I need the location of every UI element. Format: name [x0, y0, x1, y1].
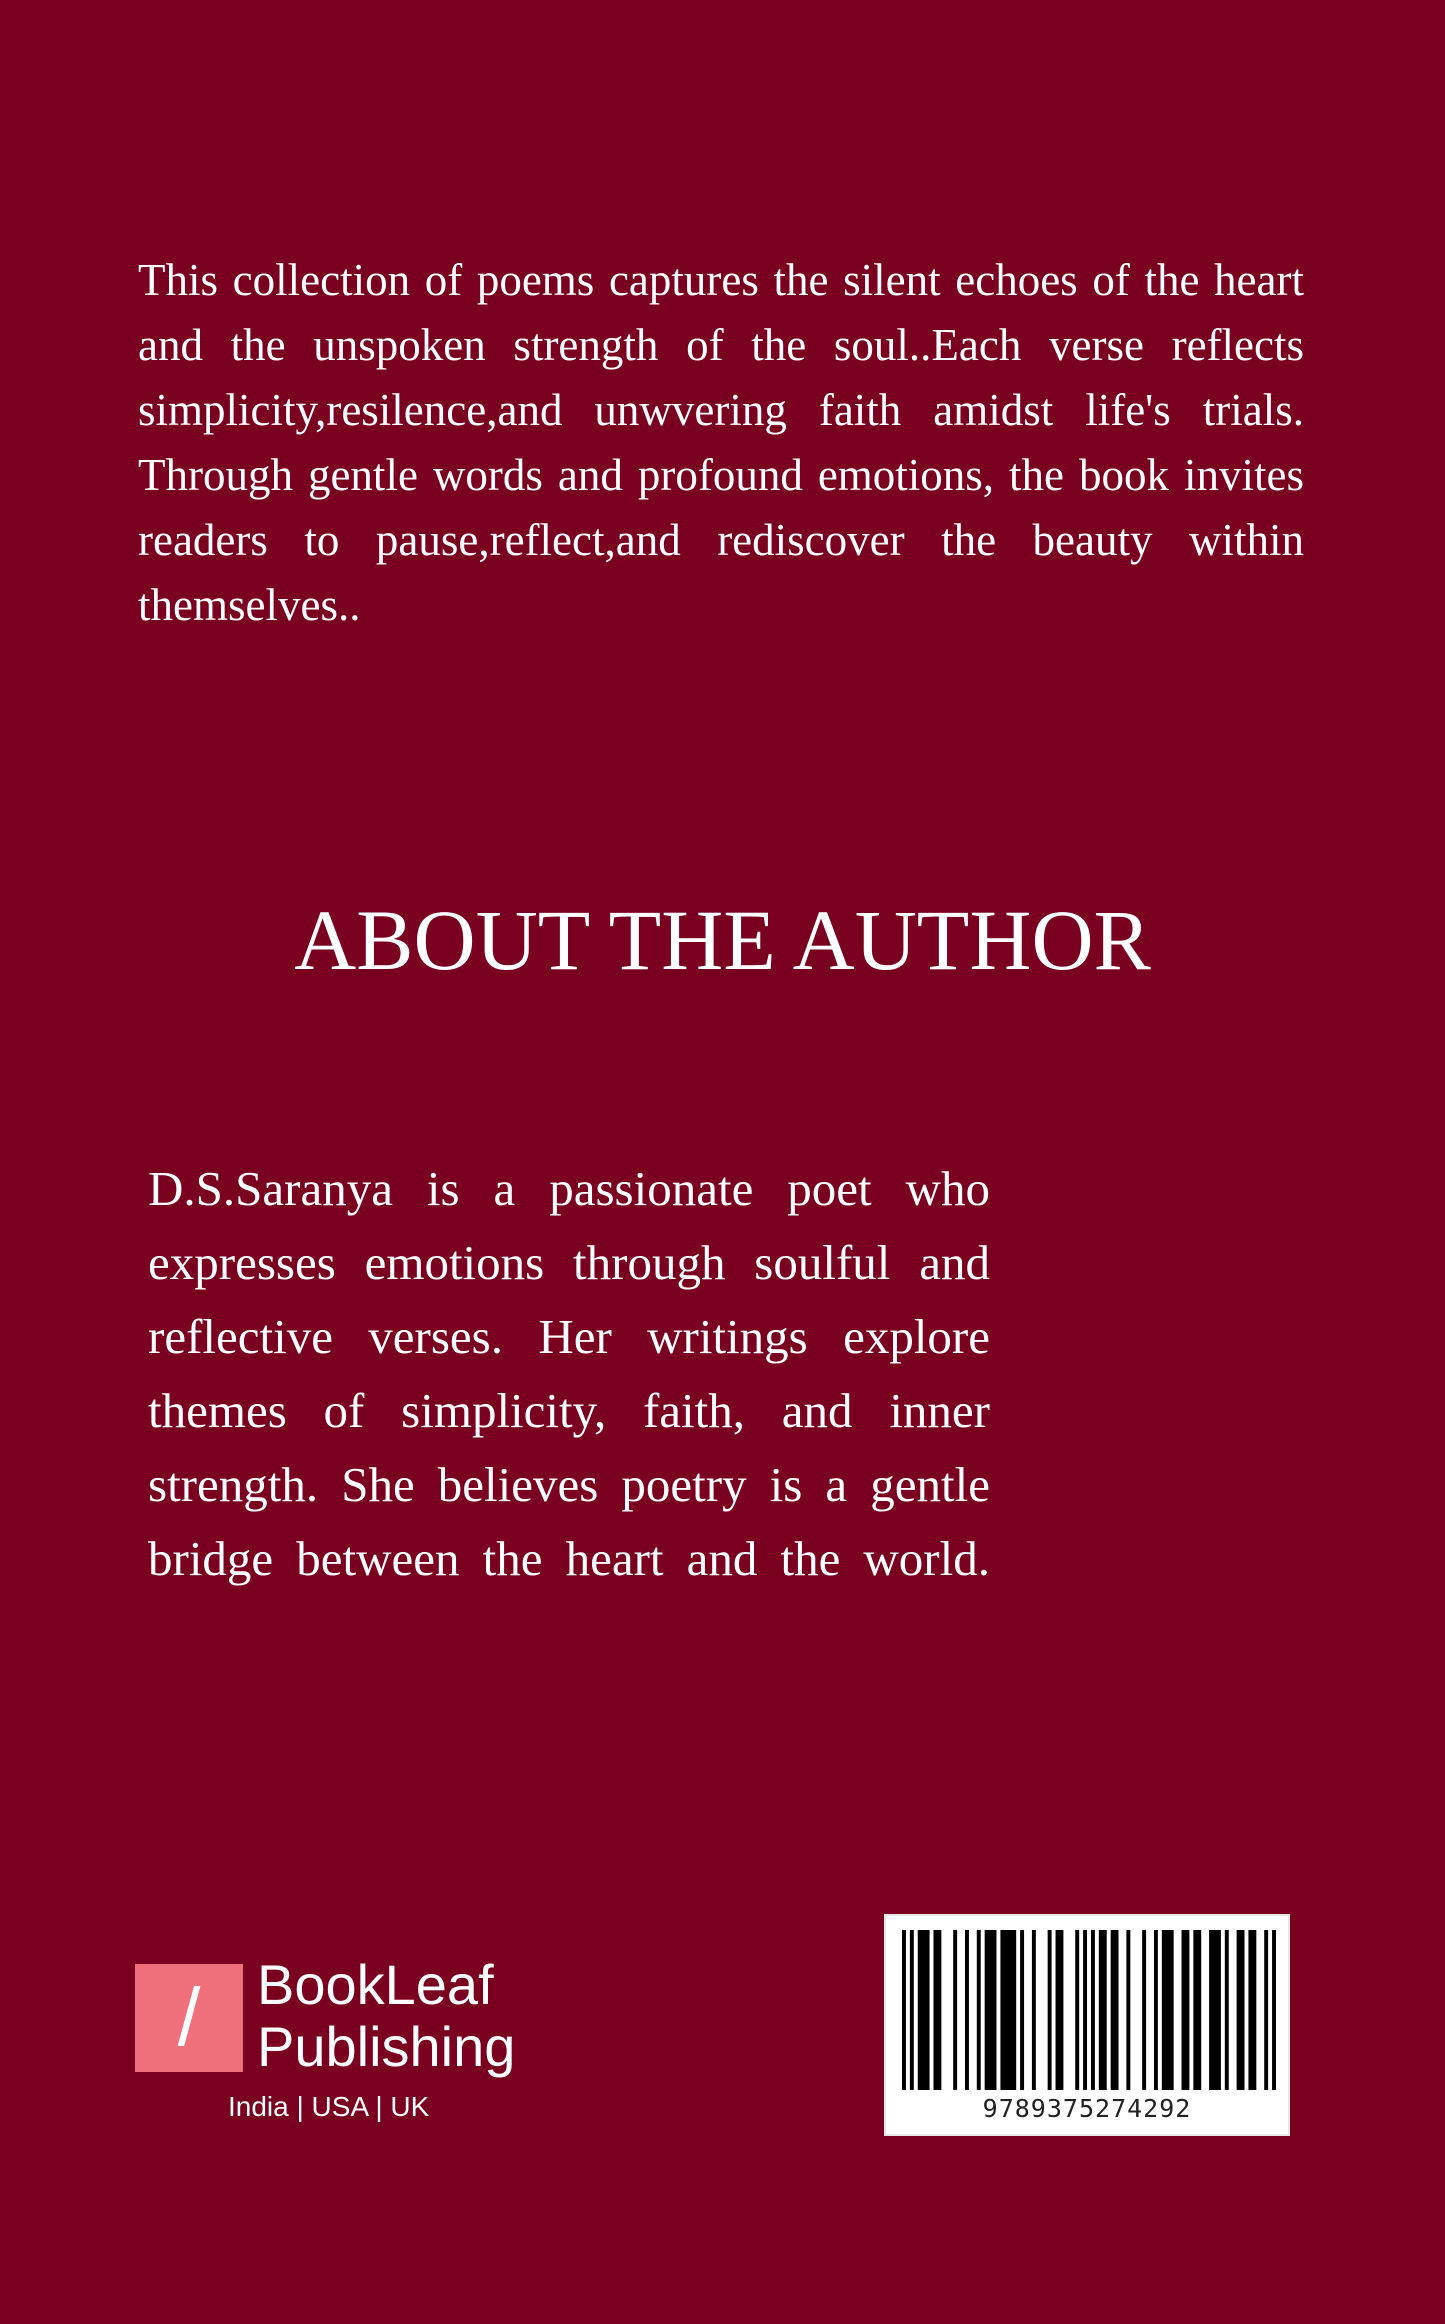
barcode-bar — [1056, 1930, 1064, 2090]
publisher-name-line2: Publishing — [257, 2015, 516, 2078]
isbn-number: 9789375274292 — [982, 2094, 1192, 2123]
logo-slash-glyph: / — [177, 1972, 201, 2063]
barcode-bar — [902, 1930, 906, 2090]
isbn-barcode — [884, 1914, 1290, 2136]
barcode-bar — [1264, 1930, 1268, 2090]
about-author-heading: ABOUT THE AUTHOR — [294, 892, 1151, 988]
barcode-bar — [1162, 1930, 1174, 2090]
barcode-bar — [910, 1930, 914, 2090]
barcode-bar — [1111, 1930, 1119, 2090]
publisher-name-line1: BookLeaf — [257, 1953, 494, 2016]
barcode-bar — [1091, 1930, 1095, 2090]
barcode-bar — [1126, 1930, 1130, 2090]
barcode-bar — [1154, 1930, 1158, 2090]
slash-logo-icon — [135, 1964, 243, 2072]
barcode-bar — [918, 1930, 930, 2090]
barcode-bar — [1209, 1930, 1221, 2090]
barcode-bar — [1099, 1930, 1107, 2090]
author-bio: D.S.Saranya is a passionate poet who expresses emotions through soulful and reflective verses. Her writings explore themes of simplicity, faith, and inner strength. She believes poetry is a gentle bridge between the heart and the world. — [148, 1161, 990, 1586]
barcode-bar — [1000, 1930, 1016, 2090]
barcode-bar — [985, 1930, 997, 2090]
barcode-bar — [1193, 1930, 1201, 2090]
barcode-bars — [902, 1930, 1276, 2090]
publisher-name — [257, 1954, 515, 2078]
barcode-bar — [1272, 1930, 1276, 2090]
barcode-bar — [1048, 1930, 1052, 2090]
barcode-bar — [1075, 1930, 1079, 2090]
barcode-bar — [1142, 1930, 1146, 2090]
barcode-bar — [1032, 1930, 1036, 2090]
back-cover-blurb: This collection of poems captures the silent echoes of the heart and the unspoken strength of the soul..Each verse reflects simplicity,resilence,and unwvering faith amidst life's trials. Through gentle words and profound emotions, the book invites readers to pause,reflect,and rediscover the beauty within themselves.. — [138, 255, 1304, 630]
barcode-bar — [933, 1930, 941, 2090]
barcode-bar — [1237, 1930, 1245, 2090]
publisher-regions: India | USA | UK — [228, 2091, 430, 2122]
barcode-bar — [1020, 1930, 1024, 2090]
barcode-bar — [965, 1930, 969, 2090]
barcode-bar — [1182, 1930, 1190, 2090]
publisher-logo — [135, 1953, 555, 2130]
barcode-bar — [1248, 1930, 1256, 2090]
barcode-bar — [953, 1930, 957, 2090]
barcode-bar — [1083, 1930, 1087, 2090]
barcode-bar — [1225, 1930, 1229, 2090]
barcode-bar — [977, 1930, 981, 2090]
